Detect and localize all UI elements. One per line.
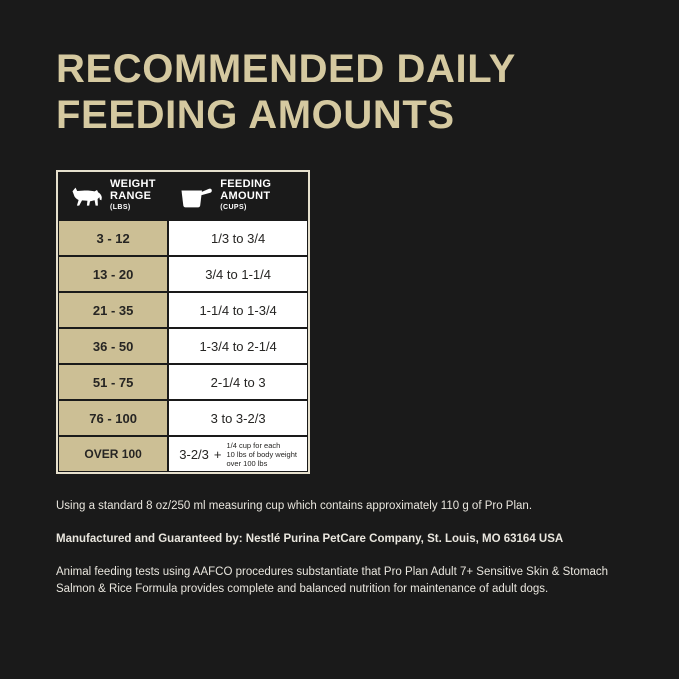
cell-weight-range: 51 - 75: [58, 364, 168, 400]
cell-weight-range: 76 - 100: [58, 400, 168, 436]
page-title: [56, 46, 616, 138]
footnotes: [56, 498, 632, 598]
table-header-amount-label: [220, 178, 271, 214]
page-title-line-1: RECOMMENDED DAILY: [56, 47, 516, 91]
table-row: [58, 256, 308, 292]
feeding-table: [56, 170, 310, 474]
amount-extra-note-line-1: 1/4 cup for each: [226, 440, 281, 450]
cell-feeding-amount: 1-3/4 to 2-1/4: [168, 328, 308, 364]
weight-label-unit: (LBS): [110, 204, 131, 211]
cell-weight-range: 21 - 35: [58, 292, 168, 328]
measuring-cup-icon: [178, 183, 214, 209]
cell-weight-range-over-100: OVER 100: [58, 436, 168, 472]
page-title-line-2: FEEDING AMOUNTS: [56, 93, 455, 137]
weight-label-line-2: RANGE: [110, 190, 152, 202]
table-header-row: [58, 172, 308, 220]
amount-extra-note-line-2: 10 lbs of body weight: [226, 449, 297, 459]
table-row: [58, 220, 308, 256]
cell-weight-range: 13 - 20: [58, 256, 168, 292]
table-header-amount: [168, 178, 308, 214]
table-row: [58, 400, 308, 436]
manufacturer-note: Manufactured and Guaranteed by: Nestlé Purina PetCare Company, St. Louis, MO 63164 USA: [56, 533, 564, 545]
amount-label-unit: (CUPS): [220, 204, 247, 211]
table-header-weight: [58, 178, 168, 214]
cell-weight-range: 36 - 50: [58, 328, 168, 364]
cell-feeding-amount: 1/3 to 3/4: [168, 220, 308, 256]
amount-extra-note: [227, 441, 297, 468]
cell-feeding-amount: 3 to 3-2/3: [168, 400, 308, 436]
amount-label-line-2: AMOUNT: [220, 190, 271, 202]
cup-note: Using a standard 8 oz/250 ml measuring cup which contains approximately 110 g of Pro Plan.: [56, 500, 533, 512]
amount-extra-note-line-3: over 100 lbs: [226, 458, 268, 468]
cell-feeding-amount-over-100: [168, 436, 308, 472]
dog-silhouette-icon: [70, 184, 104, 208]
table-row: [58, 292, 308, 328]
amount-plus-sign: +: [213, 446, 222, 462]
weight-label-line-1: WEIGHT: [110, 178, 156, 190]
table-row-over-100: [58, 436, 308, 472]
feeding-table-wrap: [56, 170, 310, 474]
aafco-note: Animal feeding tests using AAFCO procedures substantiate that Pro Plan Adult 7+ Sensitive Skin & Stomach Salmon & Rice Formula provides complete and balanced nutrition for maintenance of adult dogs.: [56, 566, 608, 595]
amount-main-value: 3-2/3: [179, 446, 209, 462]
cell-feeding-amount: 2-1/4 to 3: [168, 364, 308, 400]
table-row: [58, 328, 308, 364]
table-header-weight-label: [110, 178, 156, 214]
table-row: [58, 364, 308, 400]
cell-weight-range: 3 - 12: [58, 220, 168, 256]
cell-feeding-amount: 1-1/4 to 1-3/4: [168, 292, 308, 328]
cell-feeding-amount: 3/4 to 1-1/4: [168, 256, 308, 292]
amount-label-line-1: FEEDING: [220, 178, 272, 190]
